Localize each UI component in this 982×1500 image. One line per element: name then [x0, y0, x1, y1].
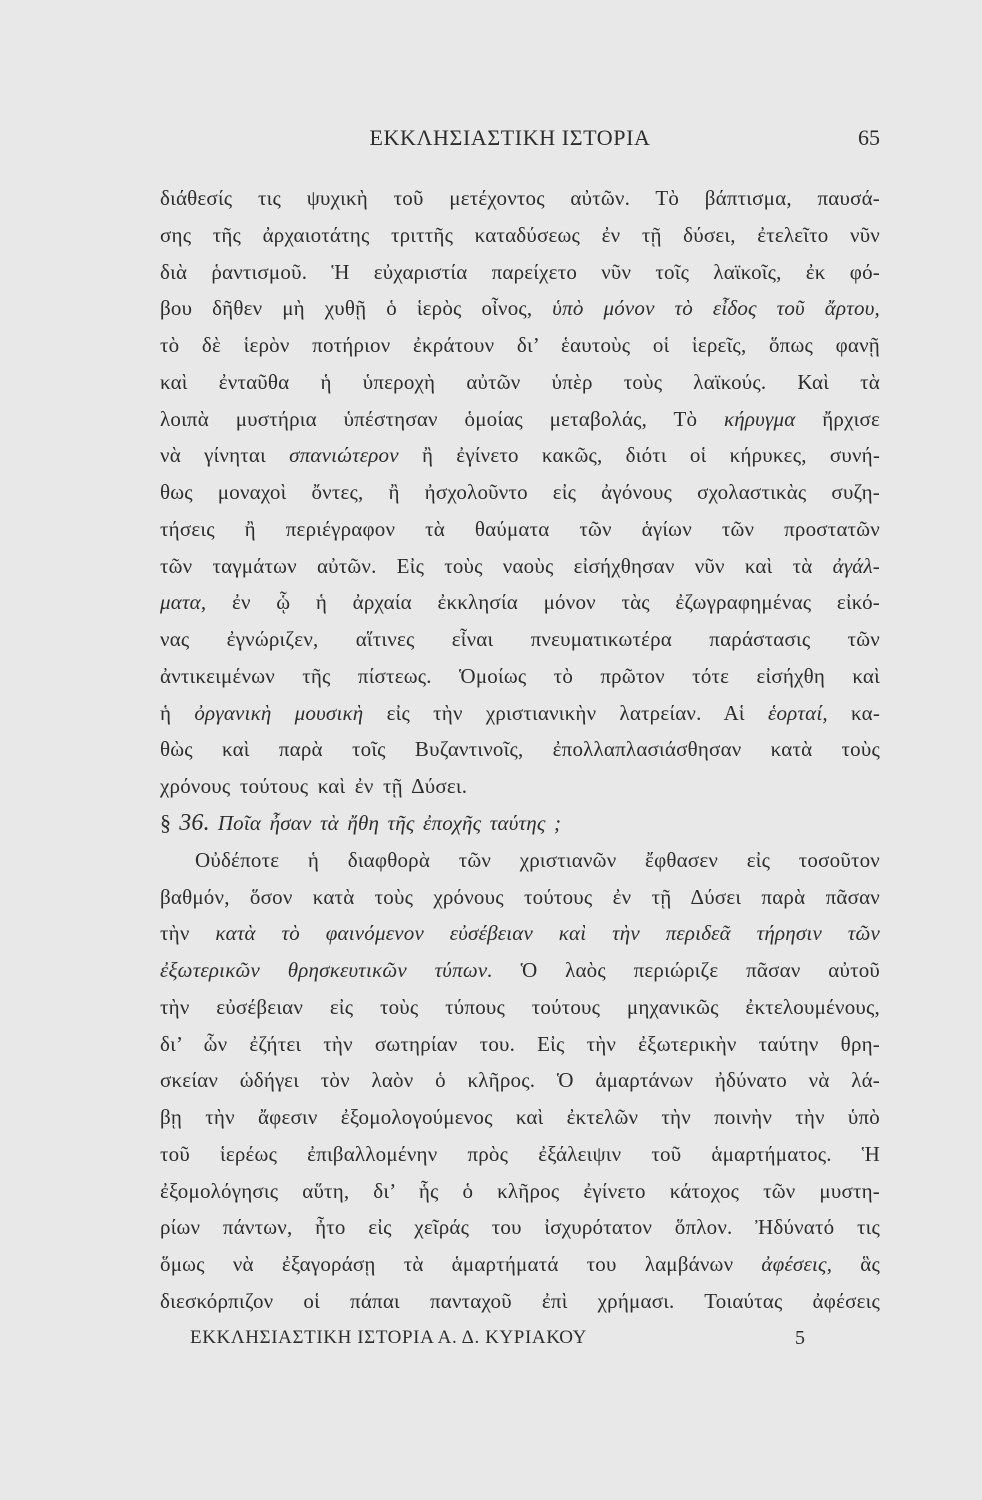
text-segment: τὴν — [160, 921, 190, 946]
text-segment: διεσκόρπιζον οἱ πάπαι πανταχοῦ ἐπὶ χρήμασι. Τοιαύτας ἀφέσεις — [160, 1288, 880, 1313]
text-line — [160, 989, 880, 1026]
section-mark: § — [160, 810, 172, 836]
text-line — [160, 364, 880, 401]
text-segment: Ὁ λαὸς περιώριζε πᾶσαν αὐτοῦ — [520, 958, 880, 983]
text-segment: ἐξομολόγησις αὕτη, δι’ ἧς ὁ κλῆρος ἐγίνετο κάτοχος τῶν μυστη- — [160, 1178, 880, 1203]
emphasis-segment: ἀγάλ- — [832, 553, 880, 578]
text-segment: νὰ γίνηται — [160, 443, 266, 468]
text-segment: ἐν ᾧ ἡ ἀρχαία ἐκκλησία μόνον τὰς ἐζωγραφημένας εἰκό- — [231, 590, 880, 615]
text-segment: εἰς τὴν χριστιανικὴν λατρείαν. Αἱ — [386, 700, 745, 725]
emphasis-segment: κατὰ τὸ φαινόμενον εὐσέβειαν καὶ τὴν περιδεᾶ τήρησιν τῶν — [215, 921, 880, 946]
text-segment: τοῦ ἱερέως ἐπιβαλλομένην πρὸς ἐξάλειψιν τοῦ ἁμαρτήματος. Ἡ — [160, 1141, 880, 1166]
text-line — [160, 290, 880, 327]
text-segment: τὸ δὲ ἱερὸν ποτήριον ἐκράτουν δι’ ἑαυτοὺς οἱ ἱερεῖς, ὅπως φανῇ — [160, 333, 880, 358]
emphasis-segment: ἑορταί, — [767, 700, 828, 725]
text-line — [160, 1173, 880, 1210]
text-line — [160, 437, 880, 474]
text-segment: δι’ ὧν ἐζήτει τὴν σωτηρίαν του. Εἰς τὴν ἐξωτερικὴν ταύτην θρη- — [160, 1031, 880, 1056]
running-head — [0, 120, 982, 156]
text-segment: ἡ — [160, 700, 172, 725]
text-segment: ἃς — [860, 1252, 880, 1277]
text-line — [160, 548, 880, 585]
text-line — [160, 1283, 880, 1320]
text-segment: ἢ ἐγίνετο κακῶς, διότι οἱ κήρυκες, συνή- — [421, 443, 880, 468]
text-segment: καὶ ἐνταῦθα ἡ ὑπεροχὴ αὐτῶν ὑπὲρ τοὺς λαϊκούς. Καὶ τὰ — [160, 369, 880, 394]
text-line — [160, 1246, 880, 1283]
text-line — [160, 915, 880, 952]
text-line — [160, 584, 880, 621]
running-title: ΕΚΚΛΗΣΙΑΣΤΙΚΗ ΙΣΤΟΡΙΑ — [369, 125, 651, 150]
text-line — [160, 1136, 880, 1173]
text-segment: σης τῆς ἀρχαιοτάτης τριττῆς καταδύσεως ἐν τῇ δύσει, ἐτελεῖτο νῦν — [160, 222, 880, 247]
text-line — [160, 879, 880, 916]
printer-signature — [0, 1320, 982, 1356]
paragraph — [160, 180, 880, 805]
text-line — [160, 768, 880, 805]
emphasis-segment: ματα, — [160, 590, 207, 615]
text-segment: θὼς καὶ παρὰ τοῖς Βυζαντινοῖς, ἐπολλαπλασιάσθησαν κατὰ τοὺς — [160, 737, 880, 762]
text-segment: ρίων πάντων, ἦτο εἰς χεῖράς του ἰσχυρότατον ὅπλον. Ἠδύνατό τις — [160, 1215, 880, 1240]
text-segment: ὅμως νὰ ἐξαγοράσῃ τὰ ἁμαρτήματά του λαμβάνων — [160, 1252, 734, 1277]
text-segment: βου δῆθεν μὴ χυθῇ ὁ ἱερὸς οἶνος, — [160, 296, 533, 321]
text-segment: διὰ ῥαντισμοῦ. Ἡ εὐχαριστία παρείχετο νῦν τοῖς λαϊκοῖς, ἐκ φό- — [160, 259, 880, 284]
text-segment: χρόνους τούτους καὶ ἐν τῇ Δύσει. — [160, 774, 468, 799]
text-line — [160, 1099, 880, 1136]
section-number: 36. — [179, 810, 210, 837]
text-segment: τήσεις ἢ περιέγραφον τὰ θαύματα τῶν ἁγίων τῶν προστατῶν — [160, 516, 880, 541]
text-line — [160, 511, 880, 548]
text-line — [160, 327, 880, 364]
text-line — [160, 254, 880, 291]
text-segment: Οὐδέποτε ἡ διαφθορὰ τῶν χριστιανῶν ἔφθασεν εἰς τοσοῦτον — [195, 847, 880, 872]
text-line — [160, 401, 880, 438]
text-line — [160, 731, 880, 768]
signature-text: ΕΚΚΛΗΣΙΑΣΤΙΚΗ ΙΣΤΟΡΙΑ Α. Δ. ΚΥΡΙΑΚΟΥ — [190, 1327, 587, 1348]
text-segment: νας ἐγνώριζεν, αἵτινες εἶναι πνευματικωτέρα παράστασις τῶν — [160, 627, 880, 652]
text-segment: κα- — [851, 700, 880, 725]
text-line — [160, 842, 880, 879]
text-segment: διάθεσίς τις ψυχικὴ τοῦ μετέχοντος αὐτῶν. Τὸ βάπτισμα, παυσά- — [160, 186, 880, 210]
text-segment: τῶν ταγμάτων αὐτῶν. Εἰς τοὺς ναοὺς εἰσήχθησαν νῦν καὶ τὰ — [160, 553, 813, 578]
emphasis-segment: ἀφέσεις, — [761, 1252, 833, 1277]
paragraph — [160, 842, 880, 1320]
text-segment: ἀντικειμένων τῆς πίστεως. Ὁμοίως τὸ πρῶτον τότε εἰσήχθη καὶ — [160, 663, 880, 688]
section-title: Ποῖα ἦσαν τὰ ἤθη τῆς ἐποχῆς ταύτης ; — [217, 811, 562, 836]
signature-number: 5 — [795, 1327, 805, 1349]
text-line — [160, 621, 880, 658]
text-segment: σκείαν ὡδήγει τὸν λαὸν ὁ κλῆρος. Ὁ ἁμαρτάνων ἠδύνατο νὰ λά- — [160, 1068, 880, 1093]
text-line — [160, 217, 880, 254]
emphasis-segment: ὑπὸ μόνον τὸ εἶδος τοῦ ἄρτου, — [552, 296, 880, 321]
body-text — [160, 180, 880, 1320]
section-heading — [160, 805, 880, 842]
emphasis-segment: κήρυγμα — [724, 406, 796, 431]
emphasis-segment: ἐξωτερικῶν θρησκευτικῶν τύπων. — [160, 958, 493, 983]
text-line — [160, 658, 880, 695]
text-segment: βαθμόν, ὅσον κατὰ τοὺς χρόνους τούτους ἐν τῇ Δύσει παρὰ πᾶσαν — [160, 884, 880, 909]
emphasis-segment: σπανιώτερον — [289, 443, 399, 468]
text-segment: ἤρχισε — [822, 406, 880, 431]
text-segment: θως μοναχοὶ ὄντες, ἢ ἠσχολοῦντο εἰς ἀγόνους σχολαστικὰς συζη- — [160, 480, 880, 505]
page-number: 65 — [858, 125, 880, 150]
text-line — [160, 695, 880, 732]
text-line — [160, 180, 880, 217]
text-segment: τὴν εὐσέβειαν εἰς τοὺς τύπους τούτους μηχανικῶς ἐκτελουμένους, — [160, 994, 880, 1019]
text-line — [160, 1209, 880, 1246]
text-segment: λοιπὰ μυστήρια ὑπέστησαν ὁμοίας μεταβολάς, Τὸ — [160, 406, 698, 431]
text-line — [160, 952, 880, 989]
text-line — [160, 474, 880, 511]
text-line — [160, 1026, 880, 1063]
text-segment: βῃ τὴν ἄφεσιν ἐξομολογούμενος καὶ ἐκτελῶν τὴν ποινὴν τὴν ὑπὸ — [160, 1105, 880, 1130]
emphasis-segment: ὀργανικὴ μουσικὴ — [194, 700, 364, 725]
text-line — [160, 1062, 880, 1099]
